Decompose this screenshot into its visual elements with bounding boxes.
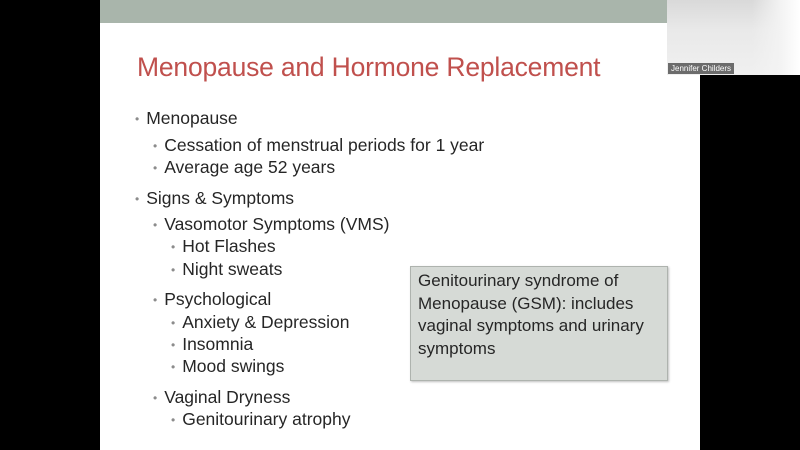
- bullet-dot-icon: •: [171, 412, 176, 427]
- presentation-slide: [100, 0, 700, 450]
- bullet-text: Mood swings: [182, 356, 285, 376]
- slide-bullet-list: [100, 0, 700, 450]
- bullet-level3: [171, 356, 284, 377]
- bullet-dot-icon: •: [153, 138, 158, 153]
- bullet-text: Vaginal Dryness: [164, 387, 291, 407]
- bullet-level3: [171, 312, 350, 333]
- bullet-text: Average age 52 years: [164, 157, 336, 177]
- bullet-text: Psychological: [164, 289, 272, 309]
- bullet-level3: [171, 259, 282, 280]
- bullet-level1: [135, 188, 294, 209]
- callout-text: Genitourinary syndrome of Menopause (GSM): includes vaginal symptoms and urinary symptoms: [418, 271, 644, 358]
- bullet-dot-icon: •: [171, 239, 176, 254]
- bullet-level2: [153, 289, 271, 310]
- bullet-dot-icon: •: [135, 111, 140, 126]
- bullet-dot-icon: •: [171, 337, 176, 352]
- bullet-dot-icon: •: [153, 160, 158, 175]
- participant-name-label: Jennifer Childers: [668, 63, 734, 74]
- bullet-level2: [153, 214, 389, 235]
- bullet-level2: [153, 387, 290, 408]
- bullet-dot-icon: •: [171, 262, 176, 277]
- webcam-thumbnail[interactable]: [667, 0, 800, 75]
- bullet-text: Menopause: [146, 108, 238, 128]
- bullet-text: Anxiety & Depression: [182, 312, 350, 332]
- bullet-dot-icon: •: [153, 217, 158, 232]
- bullet-level2: [153, 157, 335, 178]
- webcam-participant-silhouette: [752, 0, 800, 75]
- bullet-dot-icon: •: [153, 390, 158, 405]
- bullet-level3: [171, 236, 276, 257]
- bullet-level2: [153, 135, 484, 156]
- bullet-level1: [135, 108, 238, 129]
- bullet-text: Cessation of menstrual periods for 1 year: [164, 135, 485, 155]
- bullet-dot-icon: •: [153, 292, 158, 307]
- gsm-callout-box: [410, 266, 668, 381]
- bullet-dot-icon: •: [171, 359, 176, 374]
- slide-title: Menopause and Hormone Replacement: [137, 52, 601, 82]
- bullet-dot-icon: •: [171, 315, 176, 330]
- bullet-text: Insomnia: [182, 334, 254, 354]
- bullet-text: Signs & Symptoms: [146, 188, 295, 208]
- bullet-dot-icon: •: [135, 191, 140, 206]
- bullet-text: Vasomotor Symptoms (VMS): [164, 214, 390, 234]
- bullet-text: Night sweats: [182, 259, 283, 279]
- bullet-level3: [171, 334, 253, 355]
- bullet-text: Hot Flashes: [182, 236, 276, 256]
- bullet-level3: [171, 409, 351, 430]
- bullet-text: Genitourinary atrophy: [182, 409, 351, 429]
